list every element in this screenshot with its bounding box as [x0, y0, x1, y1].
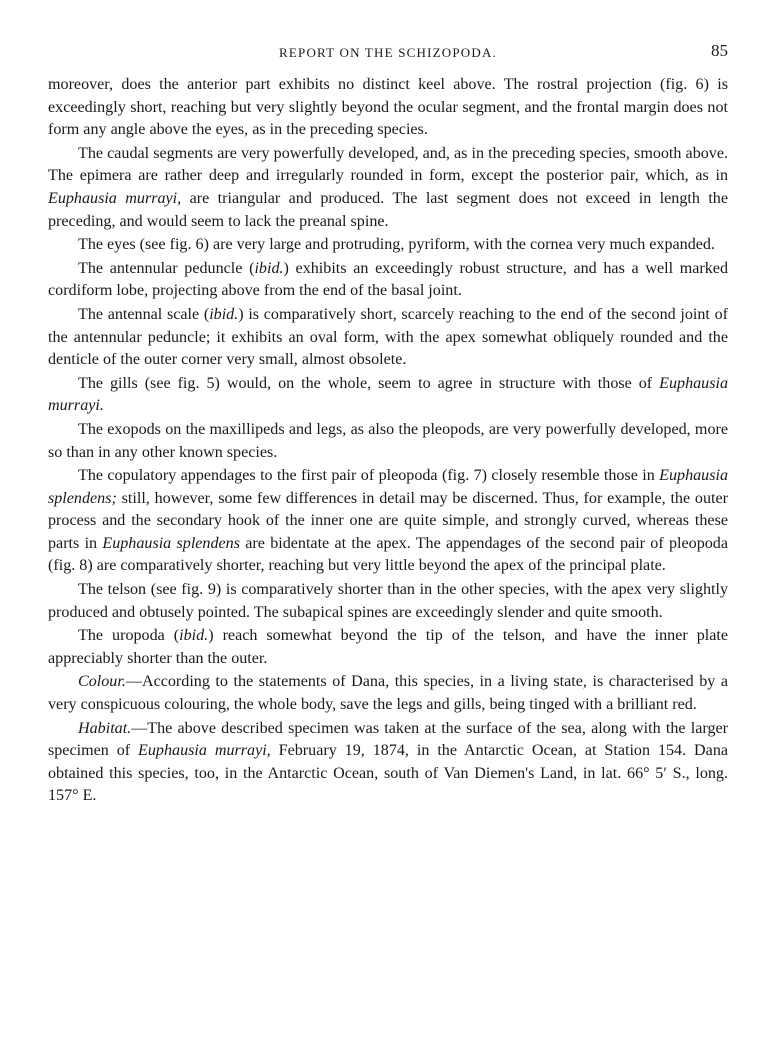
italic-text: Habitat.: [78, 719, 132, 737]
paragraph: [48, 143, 728, 233]
text-run: are bidentate at the apex. The appendages of the second pair of pleopoda (fig. 8) are comparatively shorter, reaching but very little beyond the apex of the principal plate.: [48, 534, 728, 575]
paragraph: [48, 579, 728, 624]
text-run: The antennal scale (: [78, 305, 210, 323]
paragraph: [48, 671, 728, 716]
body-text: [48, 74, 728, 808]
italic-text: Euphausia splendens;: [48, 467, 728, 507]
text-run: The exopods on the maxillipeds and legs, as also the pleopods, are very powerfully developed, more so than in any other known species.: [48, 420, 728, 461]
page-number: 85: [711, 41, 728, 60]
text-run: The caudal segments are very powerfully developed, and, as in the preceding species, smooth above. The epimera are rather deep and irregularly rounded in form, except the posterior pair, which, as in: [48, 144, 728, 185]
running-title: REPORT ON THE SCHIZOPODA.: [279, 45, 497, 60]
text-run: ) reach somewhat beyond the tip of the telson, and have the inner plate appreciably shorter than the outer.: [48, 627, 728, 667]
text-run: The antennular peduncle (: [78, 259, 255, 277]
italic-text: ibid.: [179, 627, 209, 645]
text-run: The telson (see fig. 9) is comparatively shorter than in the other species, with the apex very slightly produced and obtusely pointed. The subapical spines are exceedingly slender and quite smooth.: [48, 581, 728, 621]
paragraph: [48, 718, 728, 808]
paragraph: [48, 74, 728, 142]
paragraph: [48, 234, 728, 257]
italic-text: Colour.: [78, 673, 126, 691]
text-run: , are triangular and produced. The last segment does not exceed in length the preceding, and would seem to lack the preanal spine.: [48, 189, 728, 230]
text-run: —The above described specimen was taken at the surface of the sea, along with the larger specimen of: [48, 719, 728, 760]
italic-text: Euphausia murrayi: [48, 189, 178, 207]
text-run: still, however, some few differences in detail may be discerned. Thus, for example, the outer process and the secondary hook of the inner one are quite simple, and strongly curved, whereas these parts in: [48, 489, 728, 552]
text-run: The eyes (see fig. 6) are very large and protruding, pyriform, with the cornea very much expanded.: [78, 236, 715, 254]
italic-text: Euphausia murrayi.: [48, 374, 728, 415]
text-run: ) is comparatively short, scarcely reaching to the end of the second joint of the antennular peduncle; it exhibits an oval form, with the apex somewhat obliquely rounded and the denticle of the outer corner very small, almost obsolete.: [48, 305, 728, 369]
paragraph: [48, 373, 728, 418]
text-run: The gills (see fig. 5) would, on the whole, seem to agree in structure with those of: [78, 374, 660, 392]
text-run: The uropoda (: [78, 627, 180, 645]
text-run: moreover, does the anterior part exhibits no distinct keel above. The rostral projection (fig. 6) is exceedingly short, reaching but very slightly beyond the ocular segment, and the frontal margin does not form any angle above the eyes, as in the preceding species.: [48, 76, 728, 139]
page-header: [48, 38, 728, 64]
text-run: ) exhibits an exceedingly robust structure, and has a well marked cordiform lobe, projecting above from the end of the basal joint.: [48, 259, 728, 300]
paragraph: [48, 465, 728, 578]
document-page: [48, 38, 728, 808]
italic-text: ibid.: [254, 259, 284, 277]
text-run: February 19, 1874, in the Antarctic Ocean, at Station 154. Dana obtained this species, too, in the Antarctic Ocean, south of Van Diemen's Land, in lat. 66° 5′ S., long. 157° E.: [48, 742, 729, 805]
text-run: The copulatory appendages to the first pair of pleopoda (fig. 7) closely resemble those in: [78, 467, 660, 485]
text-run: —According to the statements of Dana, this species, in a living state, is characterised by a very conspicuous colouring, the whole body, save the legs and gills, being tinged with a brilliant red.: [48, 673, 728, 714]
paragraph: [48, 258, 728, 303]
italic-text: Euphausia murrayi,: [138, 742, 271, 760]
paragraph: [48, 419, 728, 464]
paragraph: [48, 304, 728, 372]
paragraph: [48, 625, 728, 670]
italic-text: Euphausia splendens: [102, 534, 240, 552]
italic-text: ibid.: [209, 305, 239, 323]
